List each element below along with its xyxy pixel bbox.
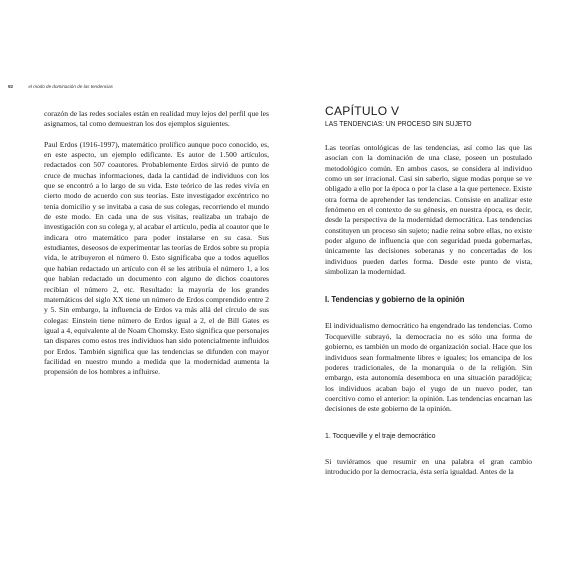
paragraph: corazón de las redes sociales están en realidad muy lejos del perfil que les asignamos, tal como demuestran los dos ejemplos siguientes. bbox=[44, 109, 269, 129]
paragraph: El individualismo democrático ha engendrado las tendencias. Como Tocqueville subrayó, la democracia no es sólo una forma de gobierno, es también un modo de organización social. Hace que los individuos sean formalmente libres e iguales; los emancipa de los poderes tradicionales, de la monarquía o de la religión. Sin embargo, esta autonomía desemboca en una situación paradójica; los individuos acaban bajo el yugo de un nuevo poder, tan coercitivo como el anterior: la opinión. Las tendencias encarnan las decisiones de este gobierno de la opinión. bbox=[325, 321, 532, 414]
right-page bbox=[285, 0, 570, 570]
chapter-number: CAPÍTULO V bbox=[325, 104, 400, 118]
paragraph: Paul Erdos (1916-1997), matemático prolífico aunque poco conocido, es, en este aspecto, un ejemplo edificante. Es autor de 1.500 artículos, redactados con 507 coautores. Probablemente Erdos sirvió de punto de cruce de muchas informaciones, dada la cantidad de individuos con los que se encontró a lo largo de su vida. Este teórico de las redes vivía en cierto modo de acuerdo con sus teorías. Este investigador excéntrico no tenía domicilio y se invitaba a casa de sus colegas, recorriendo el mundo de este modo. En cada una de sus visitas, realizaba un trabajo de investigación con su colega y, al acabar el artículo, pedía al coautor que le indicara otro matemático para poder instalarse en su casa. Sus estudiantes, deseosos de experimentar las teorías de Erdos sobre su propia vida, le atribuyeron el número 0. Esto significaba que a todos aquellos que habían redactado un artículo con él se les atribuía el número 1, a los que habían redactado un documento con alguno de dichos coautores recibían el número 2, etc. Resultado: la mayoría de los grandes matemáticos del siglo XX tiene un número de Erdos comprendido entre 2 y 5. Sin embargo, la influencia de Erdos va más allá del círculo de sus colegas: Einstein tiene número de Erdos igual a 2, el de Bill Gates es igual a 4, equivalente al de Noam Chomsky. Esto significa que personajes tan dispares como estos tres individuos han sido potencialmente influidos por Erdos. También significa que las tendencias se difunden con mayor facilidad en nuestro mundo a medida que la modernidad aumenta la propensión de los hombres a influirse. bbox=[44, 139, 270, 377]
left-text-column bbox=[44, 109, 269, 378]
running-title: el modo de dominación de las tendencias bbox=[28, 84, 113, 89]
chapter-title: LAS TENDENCIAS: UN PROCESO SIN SUJETO bbox=[325, 119, 472, 128]
page-number: 92 bbox=[8, 84, 14, 89]
running-header bbox=[8, 84, 113, 89]
paragraph: Si tuviéramos que resumir en una palabra el gran cambio introducido por la democracia, ésta sería igualdad. Antes de la bbox=[325, 456, 532, 476]
right-text-column bbox=[325, 105, 532, 477]
paragraph: Las teorías ontológicas de las tendencias, así como las que las asocian con la dominación de una clase, poseen un postulado metodológico común. En ambos casos, se considera al individuo como un ser irracional. Casi sin saberlo, sigue modas porque se ve obligado a ello por la época o por la clase a la que pertenece. Existe otra forma de aprehender las tendencias. Consiste en analizar este fenómeno en el contexto de su génesis, en nuestra época, es decir, desde la perspectiva de la modernidad democrática. Las tendencias constituyen un proceso sin sujeto; nadie reina sobre ellas, no existe poder alguno de influencia que con seguridad pueda gobernarlas, únicamente las decisiones soberanas y no concertadas de los individuos pueden darles forma. Desde este punto de vista, simbolizan la modernidad. bbox=[325, 143, 532, 277]
subsection-heading: 1. Tocqueville y el traje democrático bbox=[325, 430, 436, 440]
section-heading: I. Tendencias y gobierno de la opinión bbox=[325, 294, 465, 305]
